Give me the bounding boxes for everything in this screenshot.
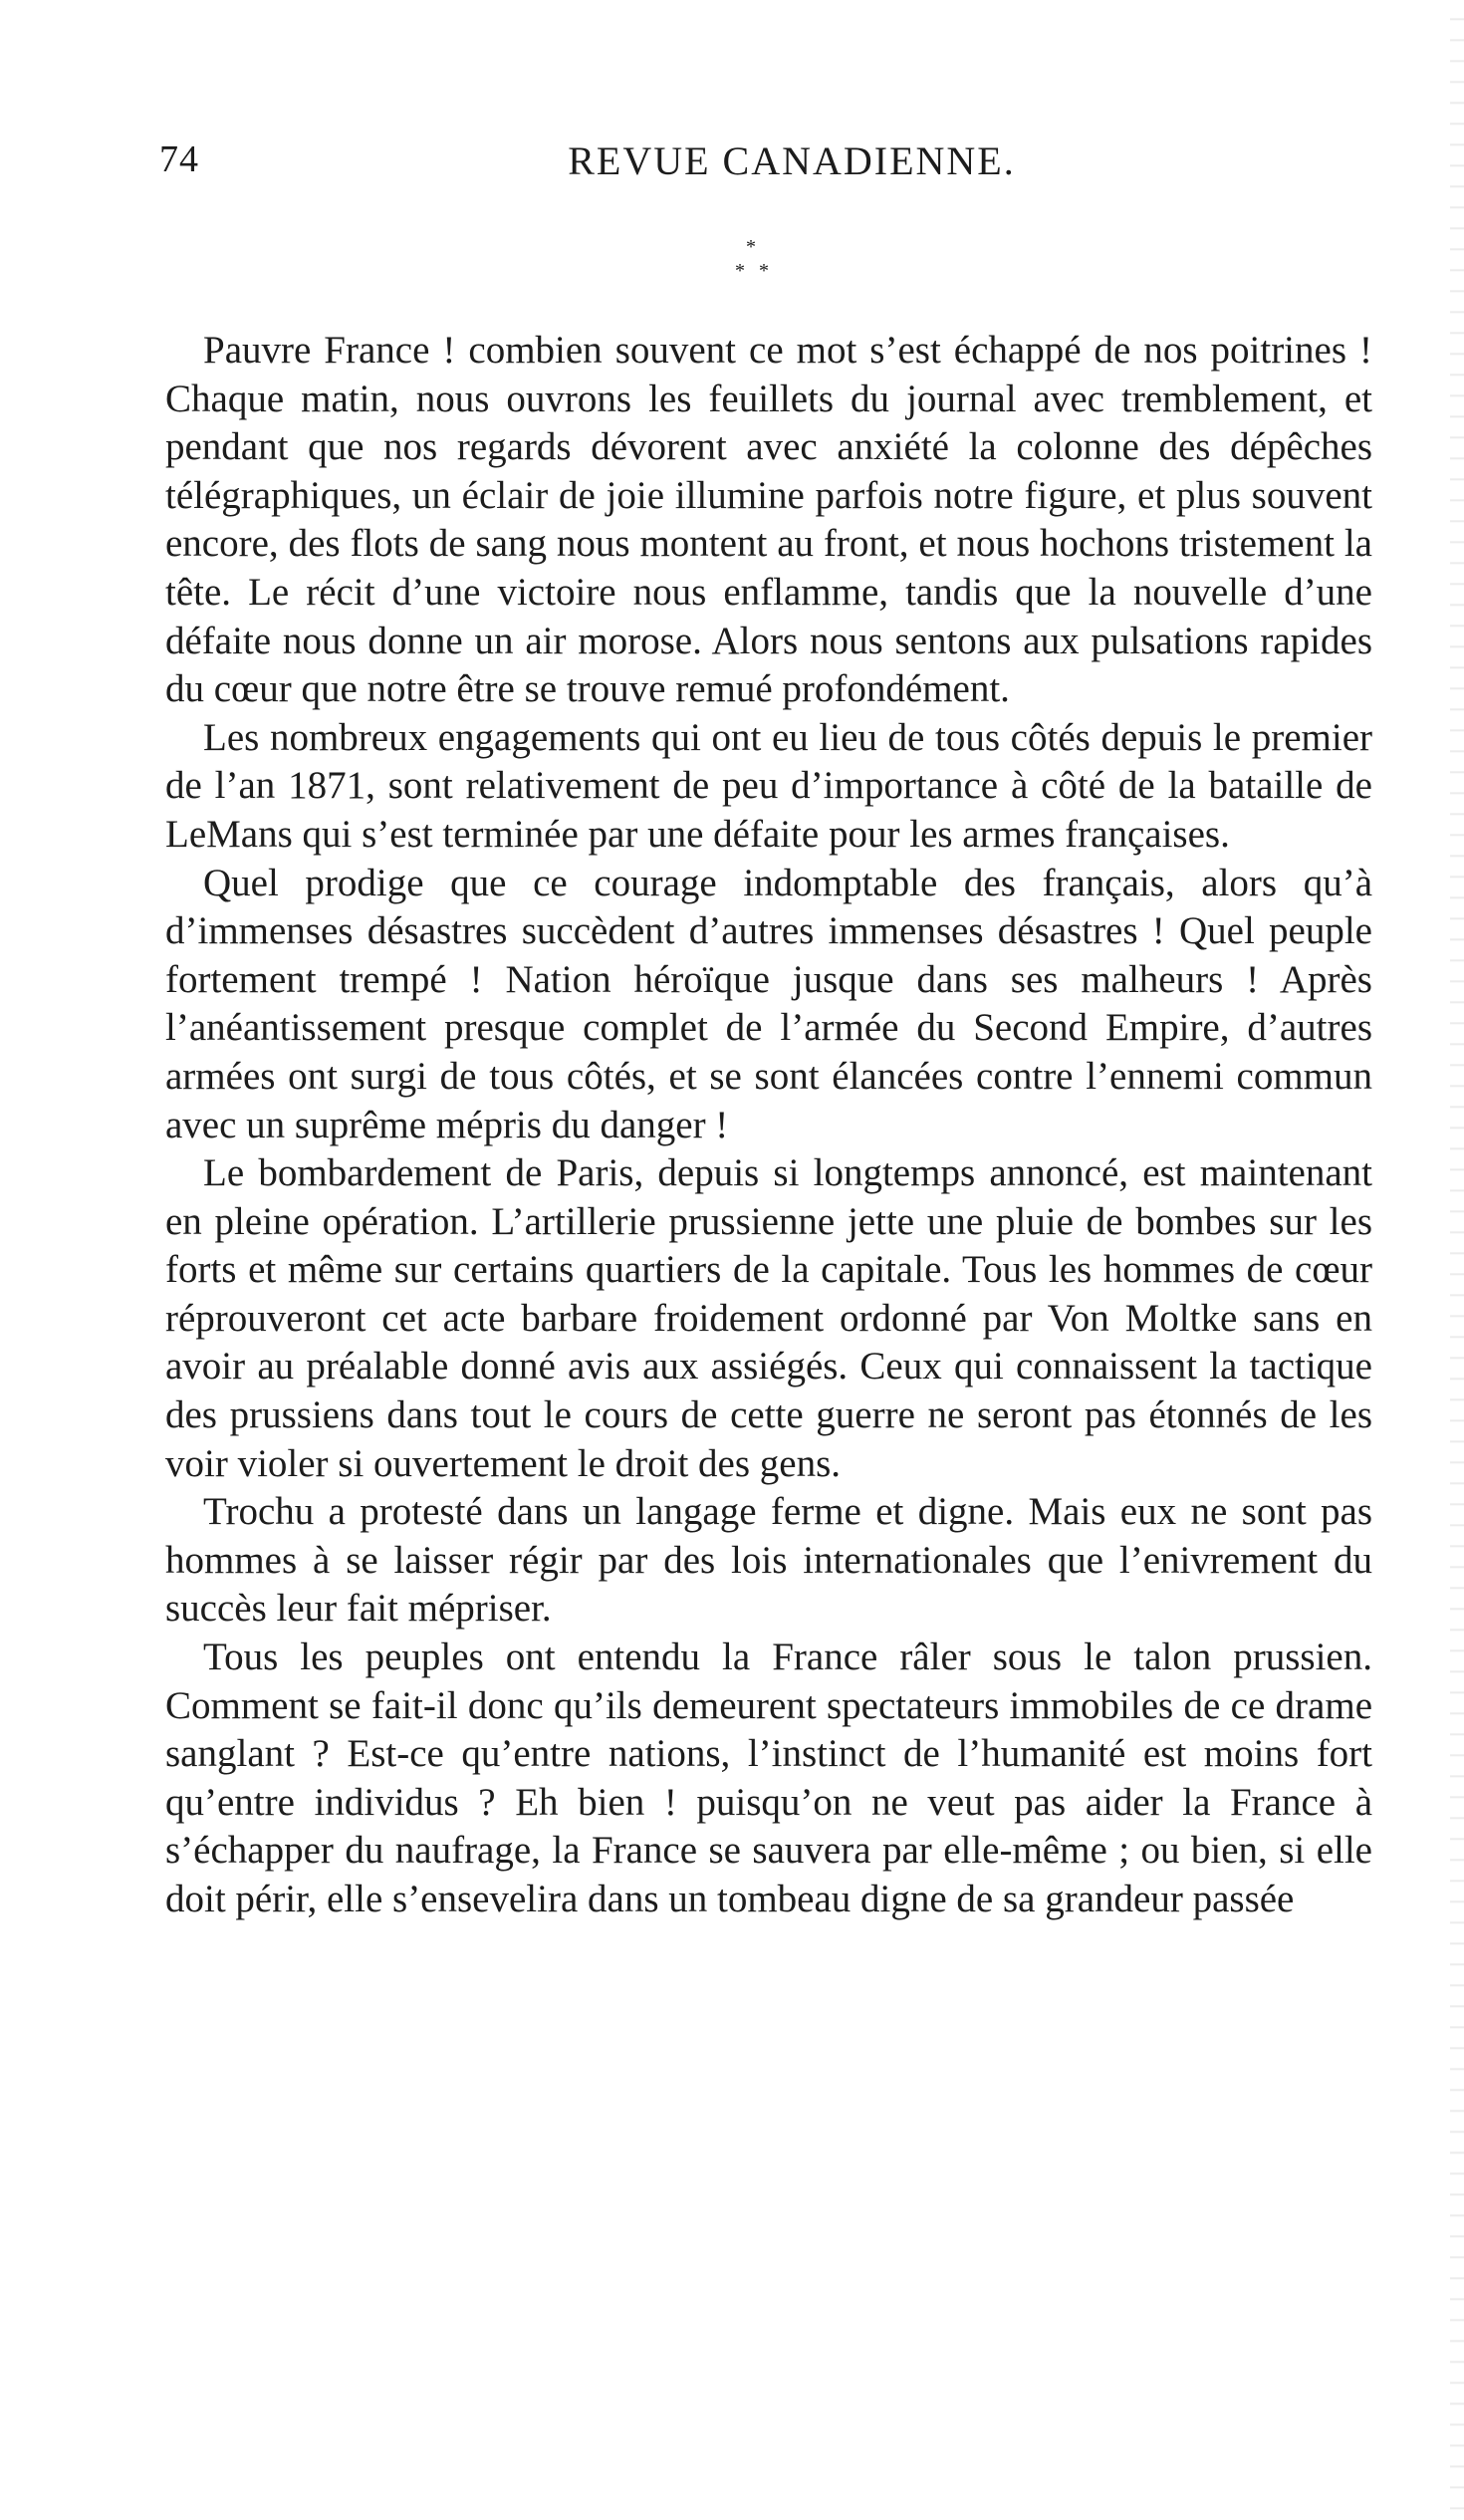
paragraph: Quel prodige que ce courage indomptable des français, alors qu’à d’immenses désastres succèdent d’autres immenses désastres ! Quel peuple fortement trempé ! Nation héroïque jusque dans ses malheurs ! Après l’anéantissement presque complet de l’armée du Second Empire, d’autres armées ont surgi de tous côtés, et se sont élancées contre l’ennemi commun avec un suprême mépris du danger ! <box>165 861 1372 1146</box>
page-number: 74 <box>159 138 199 180</box>
body-text <box>165 327 1372 1924</box>
running-title: REVUE CANADIENNE. <box>568 138 1016 183</box>
paragraph: Le bombardement de Paris, depuis si longtemps annoncé, est maintenant en pleine opération. L’artillerie prussienne jette une pluie de bombes sur les forts et même sur certains quartiers de la capitale. Tous les hommes de cœur réprouveront cet acte barbare froidement ordonné par Von Moltke sans en avoir au préalable donné avis aux assiégés. Ceux qui connaissent la tactique des prussiens dans tout le cours de cette guerre ne seront pas étonnés de les voir violer si ouvertement le droit des gens. <box>165 1151 1372 1485</box>
page-edge-texture <box>1450 0 1464 2520</box>
paragraph: Les nombreux engagements qui ont eu lieu de tous côtés depuis le premier de l’an 1871, sont relativement de peu d’importance à côté de la bataille de LeMans qui s’est terminée par une défaite pour les armes françaises. <box>165 715 1372 856</box>
asterism-star: * <box>746 236 756 258</box>
asterism-star: * <box>735 260 745 282</box>
asterism-star: * <box>759 260 769 282</box>
page-header <box>159 137 1384 197</box>
asterism-separator <box>697 237 817 287</box>
paragraph: Pauvre France ! combien souvent ce mot s’est échappé de nos poitrines ! Chaque matin, nous ouvrons les feuillets du journal avec tremblement, et pendant que nos regards dévorent avec anxiété la colonne des dépêches télégraphiques, un éclair de joie illumine parfois notre figure, et plus souvent encore, des flots de sang nous montent au front, et nous hochons tristement la tête. Le récit d’une victoire nous enflamme, tandis que la nouvelle d’une défaite nous donne un air morose. Alors nous sentons aux pulsations rapides du cœur que notre être se trouve remué profondément. <box>165 329 1372 711</box>
paragraph: Trochu a protesté dans un langage ferme et digne. Mais eux ne sont pas hommes à se laisser régir par des lois internationales que l’enivrement du succès leur fait mépriser. <box>165 1490 1372 1631</box>
paragraph: Tous les peuples ont entendu la France râler sous le talon prussien. Comment se fait-il donc qu’ils demeurent spectateurs immobiles de ce drame sanglant ? Est-ce qu’entre nations, l’instinct de l’humanité est moins fort qu’entre individus ? Eh bien ! puisqu’on ne veut pas aider la France à s’échapper du naufrage, la France se sauvera par elle-même ; ou bien, si elle doit périr, elle s’ensevelira dans un tombeau digne de sa grandeur passée <box>165 1636 1372 1920</box>
